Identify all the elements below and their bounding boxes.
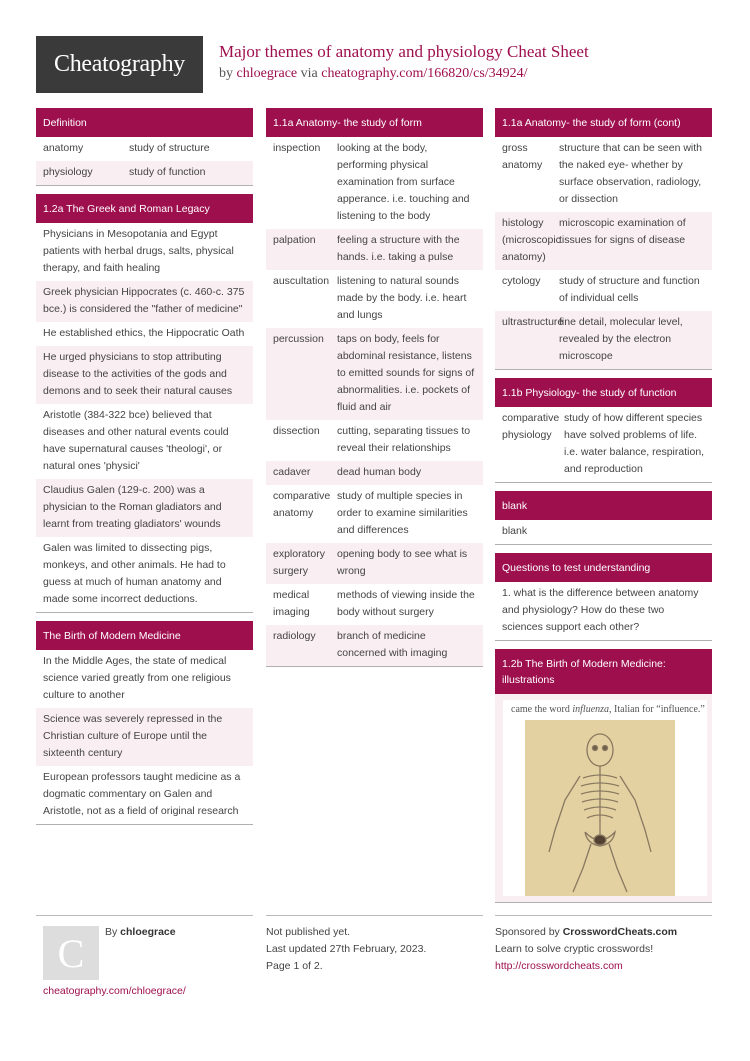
section-title: 1.2b The Birth of Modern Medicine: illustrations [495, 649, 712, 694]
header [36, 36, 716, 94]
section-title: The Birth of Modern Medicine [36, 621, 253, 650]
caption-emphasis: influenza [572, 704, 610, 715]
page-title: Major themes of anatomy and physiology Cheat Sheet [219, 42, 589, 61]
term: medical imaging [273, 589, 310, 618]
term-definition: structure that can be seen with the naked eye- whether by surface observation, radiology, or dissection [559, 142, 702, 205]
term: auscultation [273, 275, 330, 287]
sponsor-url-link[interactable]: http://crosswordcheats.com [495, 960, 623, 972]
cheatography-logo[interactable]: Cheatography [36, 36, 203, 93]
table-row [36, 137, 253, 161]
section-title: Definition [36, 108, 253, 137]
table-row [495, 137, 712, 212]
page-number: Page 1 of 2. [266, 960, 323, 972]
term-definition: study of structure [129, 142, 210, 154]
list-item: Galen was limited to dissecting pigs, monkeys, and other animals. He had to guess at much of human anatomy and made some incorrect deductions. [43, 542, 226, 605]
footer-author-name[interactable]: chloegrace [120, 926, 176, 938]
term: percussion [273, 333, 324, 345]
table-row [266, 543, 483, 584]
illustration-container [495, 694, 712, 902]
illustrations-section [495, 649, 712, 903]
footer-status [266, 915, 483, 975]
list-item: European professors taught medicine as a dogmatic commentary on Galen and Aristotle, not as a field of original research [43, 771, 241, 817]
table-row [266, 485, 483, 543]
list-item: Claudius Galen (129-c. 200) was a physician to the Roman gladiators and learnt from treating gladiators' wounds [36, 479, 253, 537]
list-item: In the Middle Ages, the state of medical science varied greatly from one religious culture to another [43, 655, 231, 701]
term-definition: cutting, separating tissues to reveal their relationships [337, 425, 471, 454]
physiology-section [495, 378, 712, 483]
term-definition: branch of medicine concerned with imaging [337, 630, 448, 659]
term-definition: methods of viewing inside the body without surgery [337, 589, 475, 618]
term-definition: fine detail, molecular level, revealed by the electron microscope [559, 316, 683, 362]
term-definition: study of multiple species in order to examine similarities and differences [337, 490, 468, 536]
section-title: 1.1b Physiology- the study of function [495, 378, 712, 407]
term-definition: opening body to see what is wrong [337, 548, 468, 577]
term: comparative physiology [502, 412, 560, 441]
illustration-caption [511, 704, 705, 715]
last-updated: Last updated 27th February, 2023. [266, 943, 427, 955]
byline [219, 66, 528, 82]
table-row [495, 311, 712, 369]
list-item: Physicians in Mesopotania and Egypt patients with herbal drugs, salts, physical therapy, and faith healing [43, 228, 234, 274]
sponsor-name[interactable]: CrosswordCheats.com [562, 926, 678, 938]
term: gross anatomy [502, 142, 543, 171]
term: dissection [273, 425, 320, 437]
skeleton-icon [525, 720, 675, 896]
list-item: He established ethics, the Hippocratic Oath [43, 327, 245, 339]
column-1 [36, 108, 253, 833]
table-row [266, 461, 483, 485]
term: cytology [502, 275, 541, 287]
caption-text: came the word [511, 704, 573, 715]
term: ultrastructure [502, 316, 564, 328]
definition-section [36, 108, 253, 186]
avatar[interactable]: C [43, 926, 99, 980]
section-title: Questions to test understanding [495, 553, 712, 582]
term: radiology [273, 630, 316, 642]
sheet-url-link[interactable]: cheatography.com/166820/cs/34924/ [321, 66, 528, 81]
term: palpation [273, 234, 316, 246]
anatomy-cont-section [495, 108, 712, 370]
illustration-image [503, 700, 707, 896]
skeleton-drawing [525, 720, 675, 896]
term: physiology [43, 166, 93, 178]
term-definition: taps on body, feels for abdominal resistance, listens to emitted sounds for signs of abnormalities. i.e. pockets of fluid and air [337, 333, 475, 413]
list-item: 1. what is the difference between anatomy and physiology? How do these two sciences support each other? [502, 587, 699, 633]
by-prefix: by [219, 66, 237, 81]
section-title: blank [495, 491, 712, 520]
footer-author [36, 915, 253, 1015]
table-row [266, 137, 483, 229]
list-item: He urged physicians to stop attributing disease to the activities of the gods and demons and to seek their natural causes [36, 346, 253, 404]
term: anatomy [43, 142, 84, 154]
column-2 [266, 108, 483, 675]
greek-roman-legacy-section [36, 194, 253, 613]
blank-section [495, 491, 712, 545]
section-title: 1.1a Anatomy- the study of form (cont) [495, 108, 712, 137]
footer-sponsor [495, 915, 712, 975]
list-item: Science was severely repressed in the Christian culture of Europe until the sixteenth century [36, 708, 253, 766]
table-row [495, 212, 712, 270]
term-definition: feeling a structure with the hands. i.e. taking a pulse [337, 234, 460, 263]
table-row [266, 625, 483, 666]
sponsor-prefix: Sponsored by [495, 926, 563, 938]
table-row [266, 328, 483, 420]
via-text: via [297, 66, 322, 81]
term-definition: listening to natural sounds made by the body. i.e. heart and lungs [337, 275, 467, 321]
sponsor-line [495, 924, 712, 941]
term-definition: looking at the body, performing physical examination from surface apperance. i.e. touching and listening to the body [337, 142, 470, 222]
column-3 [495, 108, 712, 911]
footer [36, 915, 716, 1015]
list-item: Aristotle (384-322 bce) believed that diseases and other natural events could have supernatural causes 'theologi', or natural ones 'physici' [43, 409, 229, 472]
section-title: 1.2a The Greek and Roman Legacy [36, 194, 253, 223]
term-definition: study of how different species have solved problems of life. i.e. water balance, respiration, and reproduction [564, 412, 705, 475]
profile-link[interactable]: cheatography.com/chloegrace/ [43, 985, 186, 997]
term-definition: microscopic examination of tissues for signs of disease [559, 217, 686, 246]
published-status: Not published yet. [266, 926, 351, 938]
term: comparative anatomy [273, 490, 331, 519]
term: inspection [273, 142, 321, 154]
footer-byline [105, 924, 176, 941]
table-row [266, 420, 483, 461]
list-item: Greek physician Hippocrates (c. 460-c. 375 bce.) is considered the "father of medicine" [36, 281, 253, 322]
questions-section [495, 553, 712, 641]
author-link[interactable]: chloegrace [236, 66, 298, 81]
sponsor-tagline: Learn to solve cryptic crosswords! [495, 943, 654, 955]
term-definition: study of structure and function of individual cells [559, 275, 700, 304]
list-item: blank [502, 525, 528, 537]
section-title: 1.1a Anatomy- the study of form [266, 108, 483, 137]
term-definition: study of function [129, 166, 206, 178]
term: cadaver [273, 466, 311, 478]
anatomy-section [266, 108, 483, 667]
table-row [36, 161, 253, 185]
birth-modern-medicine-section [36, 621, 253, 825]
table-row [495, 407, 712, 482]
by-text: By [105, 926, 121, 938]
term-definition: dead human body [337, 466, 422, 478]
term: exploratory surgery [273, 548, 325, 577]
table-row [266, 229, 483, 270]
term: histology (microscopic anatomy) [502, 217, 561, 263]
table-row [266, 270, 483, 328]
caption-text: , Italian for “influence.” [609, 704, 705, 715]
table-row [266, 584, 483, 625]
table-row [495, 270, 712, 311]
